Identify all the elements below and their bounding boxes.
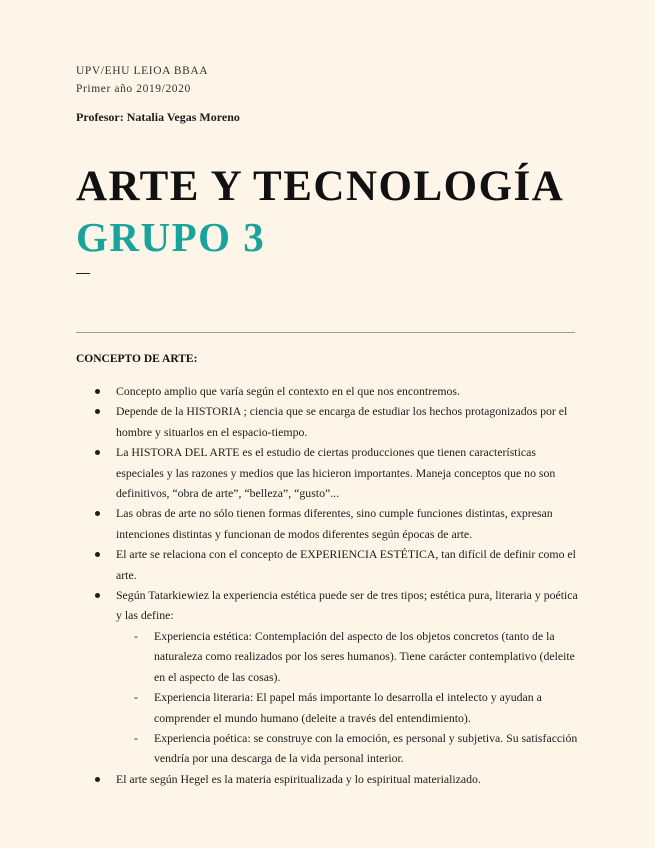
bullet-icon (95, 450, 100, 455)
dash-marker-icon: - (134, 730, 138, 745)
list-item (76, 442, 582, 503)
institution-line: UPV/EHU LEIOA BBAA (76, 65, 209, 77)
title-dash-divider (76, 273, 90, 274)
bullet-icon (95, 409, 100, 414)
document-subtitle: GRUPO 3 (76, 214, 266, 260)
list-item-text: La HISTORA DEL ARTE es el estudio de ciertas producciones que tienen características especiales y las razones y medios que las hicieron importantes. Maneja conceptos que no son definitivos, “obra de arte”, “belleza”, “gusto”... (116, 445, 556, 501)
horizontal-rule (76, 332, 575, 333)
bullet-icon (95, 511, 100, 516)
list-item-text: Según Tatarkiewiez la experiencia estética puede ser de tres tipos; estética pura, literaria y poética y las define: (116, 588, 578, 623)
sublist-item (116, 626, 582, 687)
sublist-item (116, 728, 582, 769)
list-item-text: El arte según Hegel es la materia espiritualizada y lo espiritual materializado. (116, 771, 481, 786)
list-item-text: Depende de la HISTORIA ; ciencia que se encarga de estudiar los hechos protagonizados por el hombre y situarlos en el espacio-tiempo. (116, 404, 568, 439)
concept-list (76, 381, 582, 789)
academic-year-line: Primer año 2019/2020 (76, 83, 191, 95)
sublist-item-text: Experiencia estética: Contemplación del aspecto de los objetos concretos (tanto de la naturaleza como realizados por los seres humanos). Tiene carácter contemplativo (deleite en el aspecto de las cosas). (154, 628, 575, 684)
list-item-text: El arte se relaciona con el concepto de EXPERIENCIA ESTÉTICA, tan difícil de definir como el arte. (116, 547, 576, 582)
dash-marker-icon: - (134, 628, 138, 643)
document-title: ARTE Y TECNOLOGÍA (76, 163, 565, 210)
bullet-icon (95, 552, 100, 557)
list-item (76, 401, 582, 442)
dash-marker-icon: - (134, 690, 138, 705)
professor-line: Profesor: Natalia Vegas Moreno (76, 110, 240, 124)
sublist-item-text: Experiencia literaria: El papel más importante lo desarrolla el intelecto y ayudan a comprender el mundo humano (deleite a través del entendimiento). (154, 690, 542, 725)
sublist-item (116, 687, 582, 728)
list-item (76, 381, 582, 401)
document-meta (76, 62, 208, 98)
section-heading: CONCEPTO DE ARTE: (76, 353, 198, 365)
list-item (76, 544, 582, 585)
bullet-icon (95, 389, 100, 394)
sublist-item-text: Experiencia poética: se construye con la emoción, es personal y subjetiva. Su satisfacción vendría por una descarga de la vida personal interior. (154, 730, 578, 766)
list-item-text: Concepto amplio que varía según el contexto en el que nos encontremos. (116, 384, 460, 398)
list-item-text: Las obras de arte no sólo tienen formas diferentes, sino cumple funciones distintas, expresan intenciones distintas y funcionan de modos diferentes según épocas de arte. (116, 506, 553, 541)
bullet-icon (95, 593, 100, 598)
bullet-icon (95, 777, 100, 782)
list-item (76, 769, 582, 789)
list-item (76, 503, 582, 544)
list-item (76, 585, 582, 769)
experience-types-sublist (116, 626, 582, 769)
